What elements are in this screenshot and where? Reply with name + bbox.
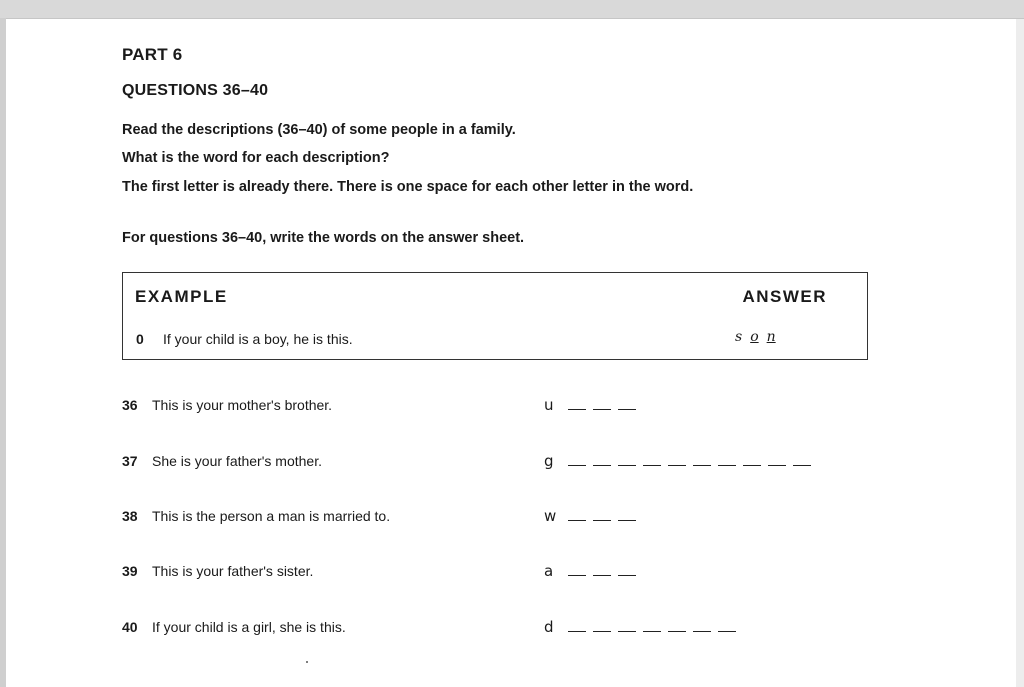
first-letter: a [544,562,554,580]
answer-blank [568,631,586,632]
example-text: If your child is a boy, he is this. [163,331,353,347]
question-number: 38 [122,508,138,524]
browser-top-strip [0,0,1024,19]
question-row [122,397,862,421]
answer-blank [668,631,686,632]
question-text: If your child is a girl, she is this. [152,619,346,635]
instruction-3: The first letter is already there. There is one space for each other letter in the word. [122,179,694,195]
answer-blank [593,631,611,632]
question-number: 37 [122,453,138,469]
questions-title: QUESTIONS 36–40 [122,82,269,99]
example-number: 0 [136,331,144,347]
answer-blank [693,465,711,466]
question-text: This is your mother's brother. [152,397,333,413]
question-row [122,619,862,643]
answer-blanks [568,575,636,576]
stray-dot [306,661,308,663]
question-number: 39 [122,563,138,579]
first-letter: d [544,618,554,636]
question-text: This is your father's sister. [152,563,314,579]
answer-blank [643,631,661,632]
question-text: She is your father's mother. [152,453,322,469]
first-letter: w [544,507,557,525]
exam-page [6,19,1016,687]
answer-blank [618,409,636,410]
question-text: This is the person a man is married to. [152,508,391,524]
example-box [122,272,868,360]
answer-blanks [568,631,736,632]
answer-blank [668,465,686,466]
answer-blank [568,465,586,466]
answer-blank [618,631,636,632]
question-number: 40 [122,619,138,635]
answer-blank [593,520,611,521]
part-title: PART 6 [122,45,183,64]
answer-blank [568,575,586,576]
answer-blank [618,465,636,466]
answer-blank [743,465,761,466]
answer-blank [618,520,636,521]
question-number: 36 [122,397,138,413]
example-answer-letter: o [750,329,759,345]
first-letter: g [544,452,554,470]
answer-blank [618,575,636,576]
answer-blank [593,575,611,576]
question-row [122,563,862,587]
answer-blank [593,465,611,466]
example-label: EXAMPLE [135,287,228,306]
answer-blank [593,409,611,410]
answer-blank [693,631,711,632]
answer-label: ANSWER [742,287,827,306]
instruction-4: For questions 36–40, write the words on the answer sheet. [122,230,525,246]
answer-blank [643,465,661,466]
answer-blanks [568,409,636,410]
answer-blank [568,520,586,521]
first-letter: u [544,396,554,414]
question-row [122,508,862,532]
answer-blanks [568,465,811,466]
answer-blank [568,409,586,410]
instruction-2: What is the word for each description? [122,150,390,166]
answer-blank [718,631,736,632]
answer-blank [718,465,736,466]
answer-blanks [568,520,636,521]
instruction-1: Read the descriptions (36–40) of some people in a family. [122,122,516,138]
example-answer-letter: s [735,329,743,345]
example-answer-letter: n [766,329,776,345]
example-answer [735,329,776,345]
answer-blank [793,465,811,466]
answer-blank [768,465,786,466]
question-row [122,453,862,477]
